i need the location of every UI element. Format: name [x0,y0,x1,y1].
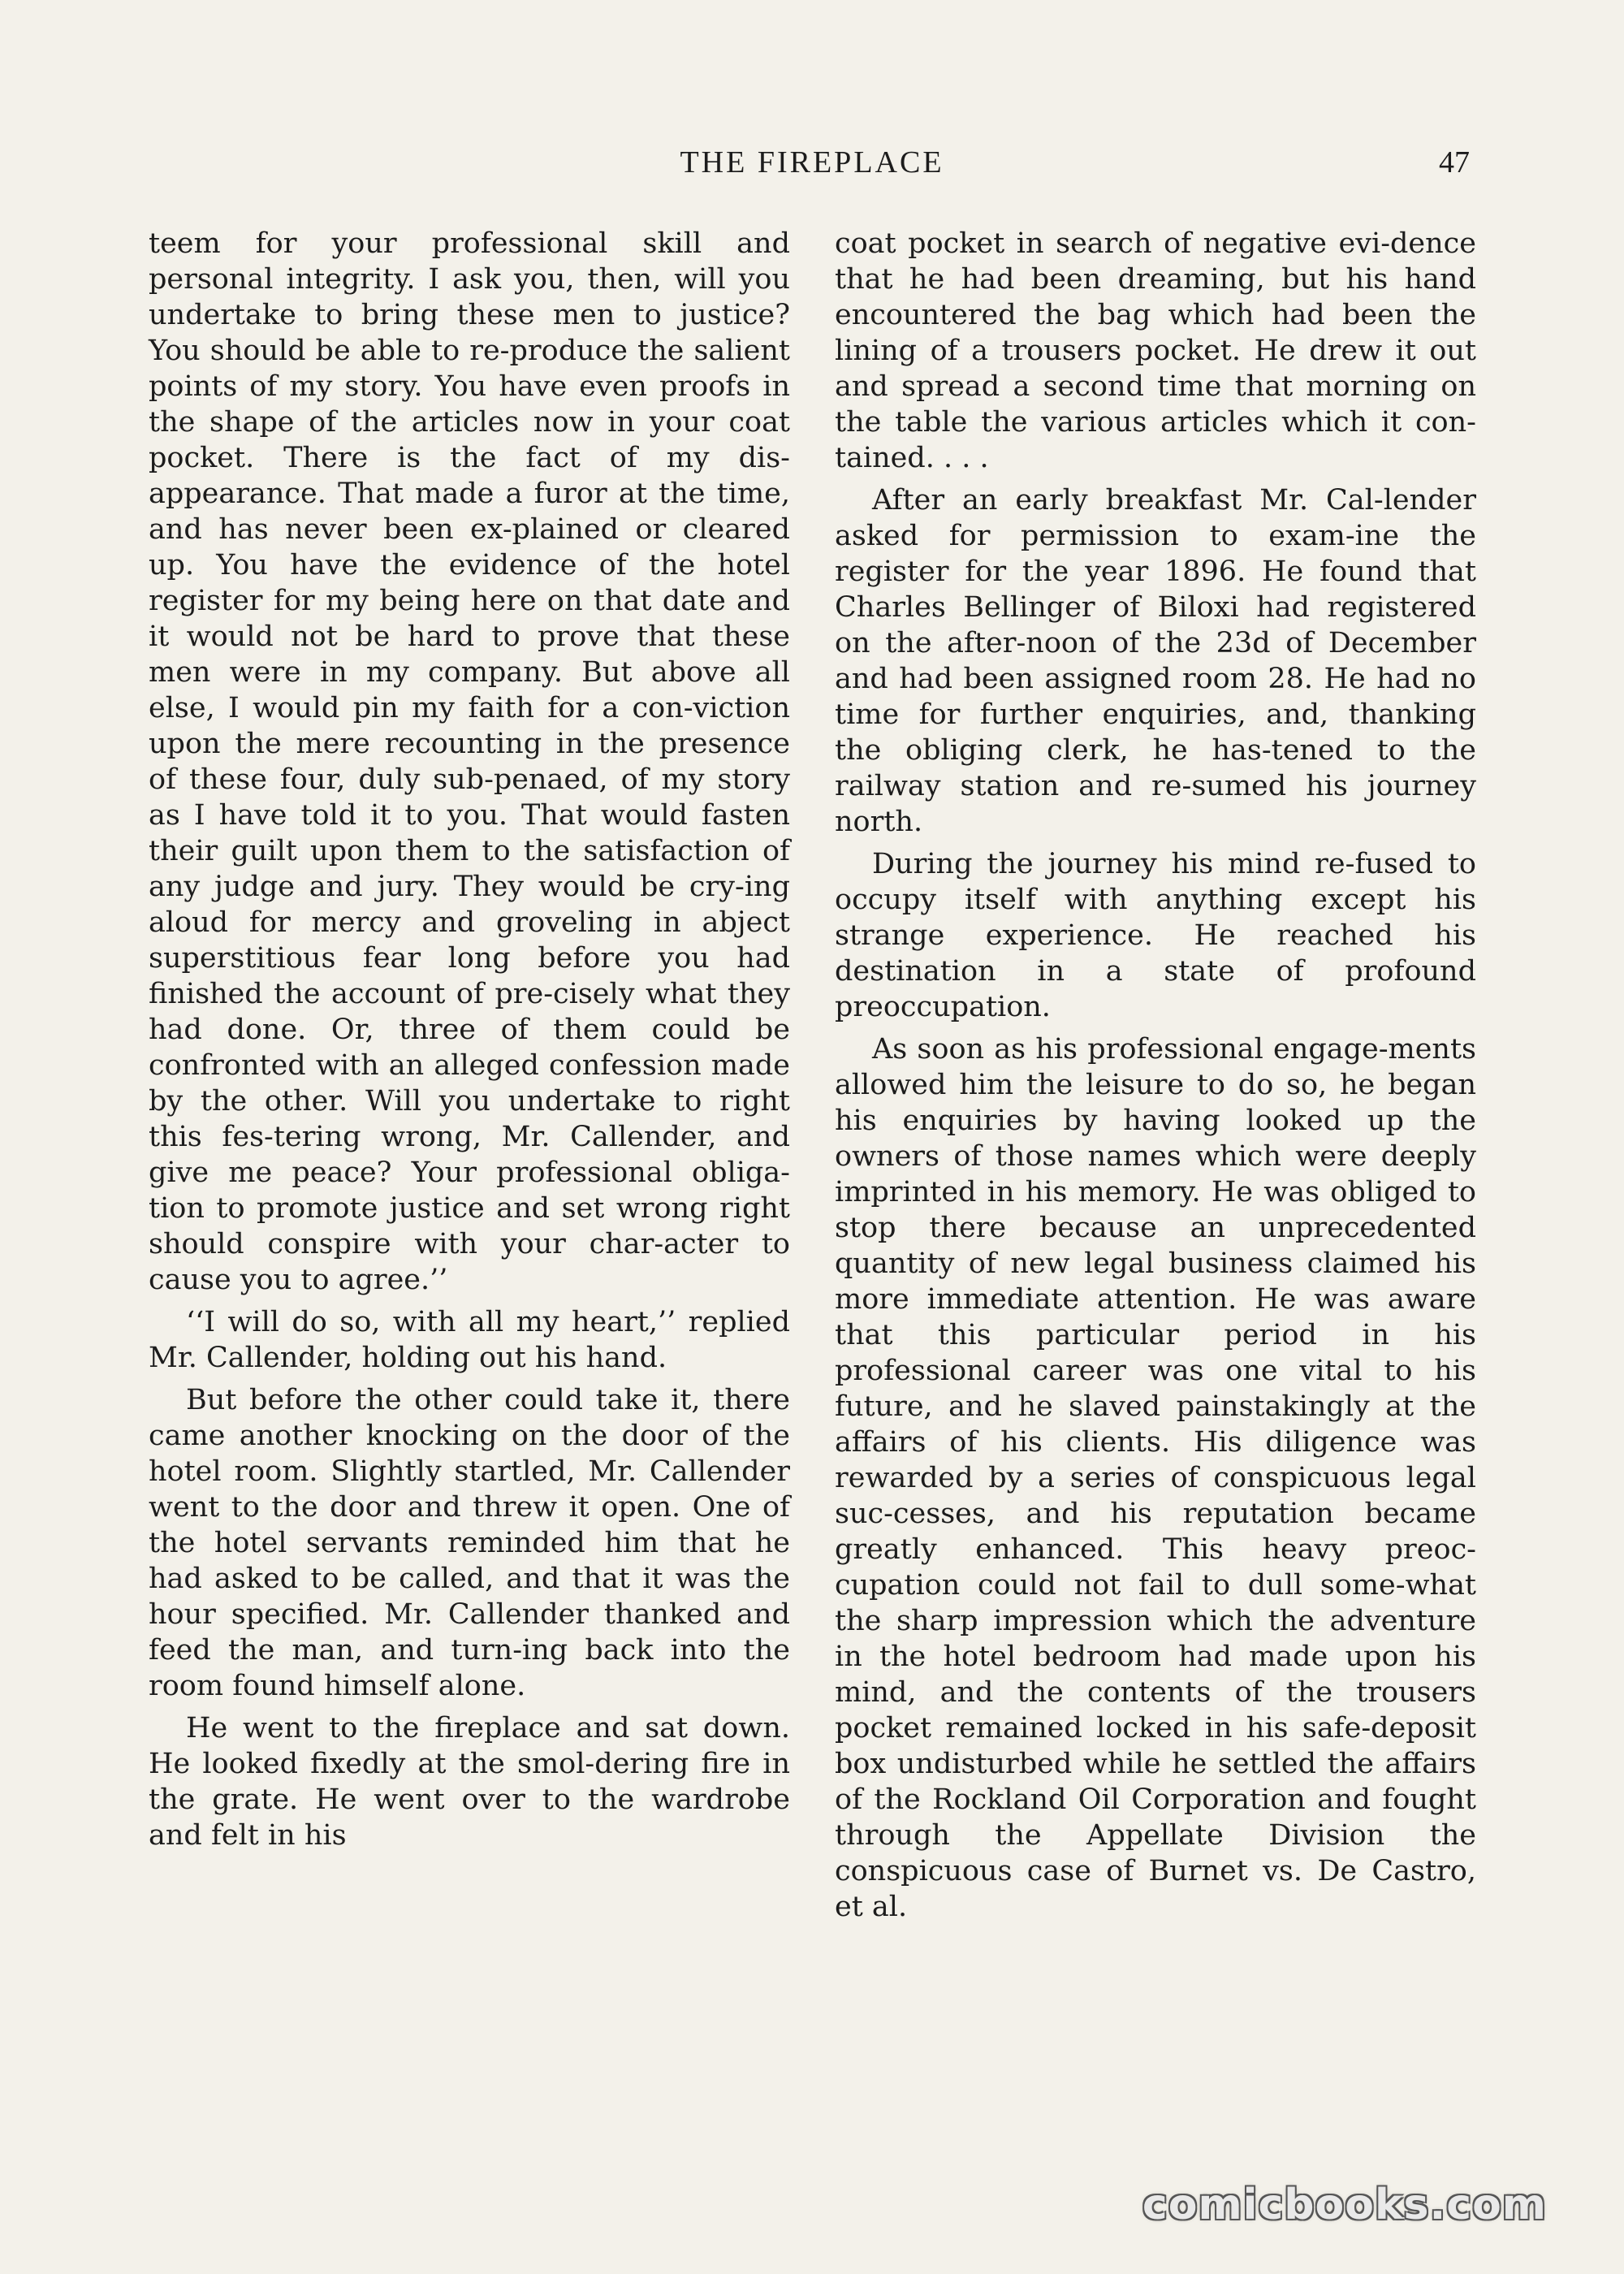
left-column [149,226,790,1860]
paragraph: teem for your professional skill and personal integrity. I ask you, then, will you undertake to bring these men to justice? You should be able to re-produce the salient points of my story. You have even proofs in the shape of the articles now in your coat pocket. There is the fact of my dis-appearance. That made a furor at the time, and has never been ex-plained or cleared up. You have the evidence of the hotel register for my being here on that date and it would not be hard to prove that these men were in my company. But above all else, I would pin my faith for a con-viction upon the mere recounting in the presence of these four, duly sub-penaed, of my story as I have told it to you. That would fasten their guilt upon them to the satisfaction of any judge and jury. They would be cry-ing aloud for mercy and groveling in abject superstitious fear long before you had finished the account of pre-cisely what they had done. Or, three of them could be confronted with an alleged confession made by the other. Will you undertake to right this fes-tering wrong, Mr. Callender, and give me peace? Your professional obliga-tion to promote justice and set wrong right should conspire with your char-acter to cause you to agree.’’ [149,227,790,1296]
paragraph: coat pocket in search of negative evi-dence that he had been dreaming, but his hand encountered the bag which had been the lining of a trousers pocket. He drew it out and spread a second time that morning on the table the various articles which it con-tained. . . . [835,227,1476,474]
paragraph: ‘‘I will do so, with all my heart,’’ replied Mr. Callender, holding out his hand. [149,1306,790,1374]
page-number: 47 [1439,145,1470,179]
paragraph: As soon as his professional engage-ments allowed him the leisure to do so, he began his enquiries by having looked up the owners of those names which were deeply imprinted in his memory. He was obliged to stop there because an unprecedented quantity of new legal business claimed his more immediate attention. He was aware that this particular period in his professional career was one vital to his future, and he slaved painstakingly at the affairs of his clients. His diligence was rewarded by a series of conspicuous legal suc-cesses, and his reputation became greatly enhanced. This heavy preoc-cupation could not fail to dull some-what the sharp impression which the adventure in the hotel bedroom had made upon his mind, and the contents of the trousers pocket remained locked in his safe-deposit box undisturbed while he settled the affairs of the Rockland Oil Corporation and fought through the Appellate Division the conspicuous case of Burnet vs. De Castro, et al. [835,1033,1476,1923]
paragraph: He went to the fireplace and sat down. He looked fixedly at the smol-dering fire in the grate. He went over to the wardrobe and felt in his [149,1712,790,1852]
paragraph: But before the other could take it, there came another knocking on the door of the hotel room. Slightly startled, Mr. Callender went to the door and threw it open. One of the hotel servants reminded him that he had asked to be called, and that it was the hour specified. Mr. Callender thanked and feed the man, and turn-ing back into the room found himself alone. [149,1384,790,1702]
watermark-logo: comicbooks.com [1142,2181,1547,2229]
running-title: THE FIREPLACE [680,145,944,179]
running-head [0,138,1624,187]
paragraph: After an early breakfast Mr. Cal-lender asked for permission to exam-ine the register for the year 1896. He found that Charles Bellinger of Biloxi had registered on the after-noon of the 23d of December and had been assigned room 28. He had no time for further enquiries, and, thanking the obliging clerk, he has-tened to the railway station and re-sumed his journey north. [835,484,1476,838]
right-column [835,226,1476,1931]
paragraph: During the journey his mind re-fused to occupy itself with anything except his strange experience. He reached his destination in a state of profound preoccupation. [835,848,1476,1023]
